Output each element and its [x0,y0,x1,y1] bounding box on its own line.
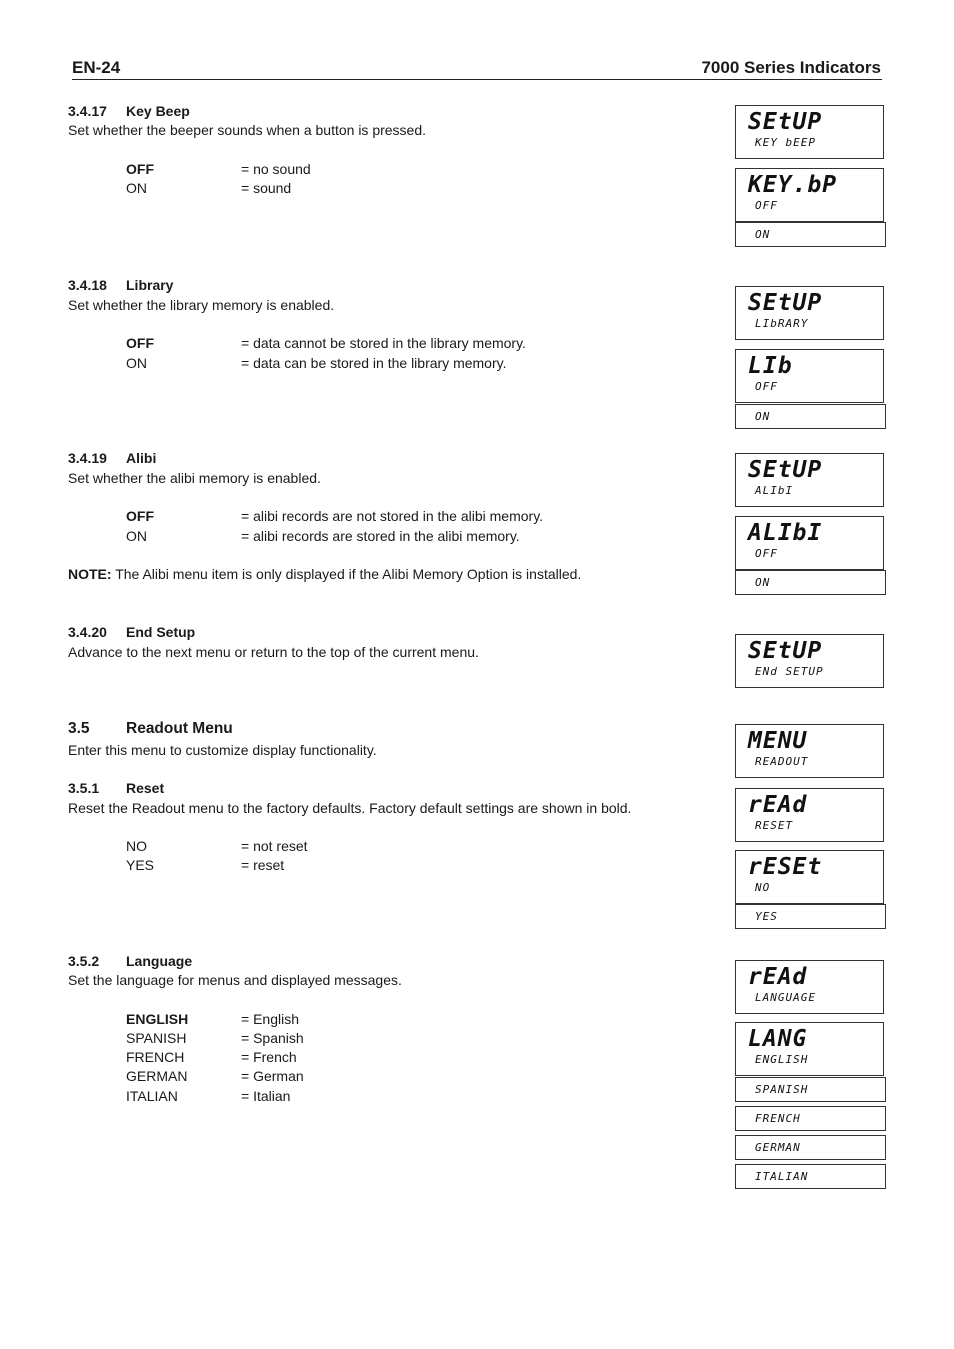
option-value: = French [241,1049,297,1065]
option-name: OFF [126,161,154,177]
option-name: ITALIAN [126,1088,178,1104]
lcd-display-lang [735,1022,884,1076]
option-value: = no sound [241,161,311,177]
lcd-main-text: rEAd [748,964,808,990]
lcd-option-row: GERMAN [735,1135,886,1160]
lcd-display-lib [735,349,884,403]
lcd-main-text: SEtUP [748,457,823,483]
lcd-main-text: SEtUP [748,290,823,316]
document-title: 7000 Series Indicators [701,58,881,77]
lcd-sub-text: OFF [755,199,778,212]
section-description: Set whether the beeper sounds when a button is pressed. [68,122,427,138]
lcd-display-menu-readout [735,724,884,778]
section-title-alibi: 3.4.19 Alibi [68,450,157,466]
lcd-main-text: SEtUP [748,109,823,135]
lcd-sub-text: RESET [755,819,794,832]
option-name: OFF [126,335,154,351]
option-value: = alibi records are stored in the alibi memory. [241,528,520,544]
lcd-option-row: ON [735,404,886,429]
option-value: = Italian [241,1088,291,1104]
option-value: = sound [241,180,292,196]
option-value: = English [241,1011,299,1027]
lcd-main-text: rESEt [748,854,823,880]
lcd-display-read-language [735,960,884,1014]
lcd-display-setup-keybeep [735,105,884,159]
section-description: Reset the Readout menu to the factory defaults. Factory default settings are shown in bold. [68,800,632,816]
lcd-sub-text: ENd SETUP [755,665,824,678]
section-description: Enter this menu to customize display functionality. [68,742,377,758]
lcd-sub-text: ENGLISH [755,1053,809,1066]
lcd-sub-text: OFF [755,380,778,393]
option-value: = data cannot be stored in the library memory. [241,335,526,351]
section-description: Set whether the library memory is enabled. [68,297,335,313]
option-name: ON [126,528,147,544]
lcd-display-setup-end [735,634,884,688]
section-title-language: 3.5.2 Language [68,953,193,969]
option-name: YES [126,857,155,873]
lcd-option-row: SPANISH [735,1077,886,1102]
lcd-sub-text: KEY bEEP [755,136,816,149]
option-name: ON [126,355,147,371]
lcd-option-row: FRENCH [735,1106,886,1131]
lcd-display-reset [735,850,884,904]
section-title-readout-menu: 3.5 Readout Menu [68,720,233,737]
lcd-main-text: SEtUP [748,638,823,664]
lcd-option-row: ON [735,570,886,595]
option-name: SPANISH [126,1030,187,1046]
section-description: Set the language for menus and displayed messages. [68,972,402,988]
lcd-sub-text: OFF [755,547,778,560]
section-description: Set whether the alibi memory is enabled. [68,470,321,486]
option-name: ON [126,180,147,196]
option-name: NO [126,838,147,854]
section-title-reset: 3.5.1 Reset [68,780,165,796]
lcd-main-text: ALIbI [748,520,823,546]
lcd-option-row: YES [735,904,886,929]
header-divider [72,79,882,80]
option-name: GERMAN [126,1068,188,1084]
lcd-display-read-reset [735,788,884,842]
lcd-sub-text: LIbRARY [755,317,809,330]
lcd-sub-text: NO [755,881,771,894]
option-name: OFF [126,508,154,524]
lcd-option-row: ON [735,222,886,247]
section-title-end-setup: 3.4.20 End Setup [68,624,196,640]
section-title-library: 3.4.18 Library [68,277,174,293]
option-value: = alibi records are not stored in the alibi memory. [241,508,544,524]
lcd-main-text: MENU [748,728,808,754]
option-name: FRENCH [126,1049,185,1065]
option-value: = reset [241,857,285,873]
option-value: = German [241,1068,304,1084]
section-description: Advance to the next menu or return to the top of the current menu. [68,644,479,660]
option-value: = not reset [241,838,308,854]
lcd-display-setup-library [735,286,884,340]
lcd-main-text: rEAd [748,792,808,818]
section-title-key-beep: 3.4.17 Key Beep [68,103,190,119]
lcd-option-row: ITALIAN [735,1164,886,1189]
option-value: = data can be stored in the library memory. [241,355,507,371]
lcd-display-setup-alibi [735,453,884,507]
lcd-main-text: LANG [748,1026,808,1052]
page-number: EN-24 [72,58,121,77]
lcd-display-keybp [735,168,884,222]
lcd-sub-text: ALIbI [755,484,794,497]
option-name: ENGLISH [126,1011,189,1027]
lcd-sub-text: LANGUAGE [755,991,816,1004]
lcd-main-text: LIb [748,353,793,379]
alibi-note: NOTE: The Alibi menu item is only displayed if the Alibi Memory Option is installed. [68,566,582,582]
lcd-main-text: KEY.bP [748,172,838,198]
option-value: = Spanish [241,1030,304,1046]
lcd-sub-text: READOUT [755,755,809,768]
lcd-display-alibi [735,516,884,570]
